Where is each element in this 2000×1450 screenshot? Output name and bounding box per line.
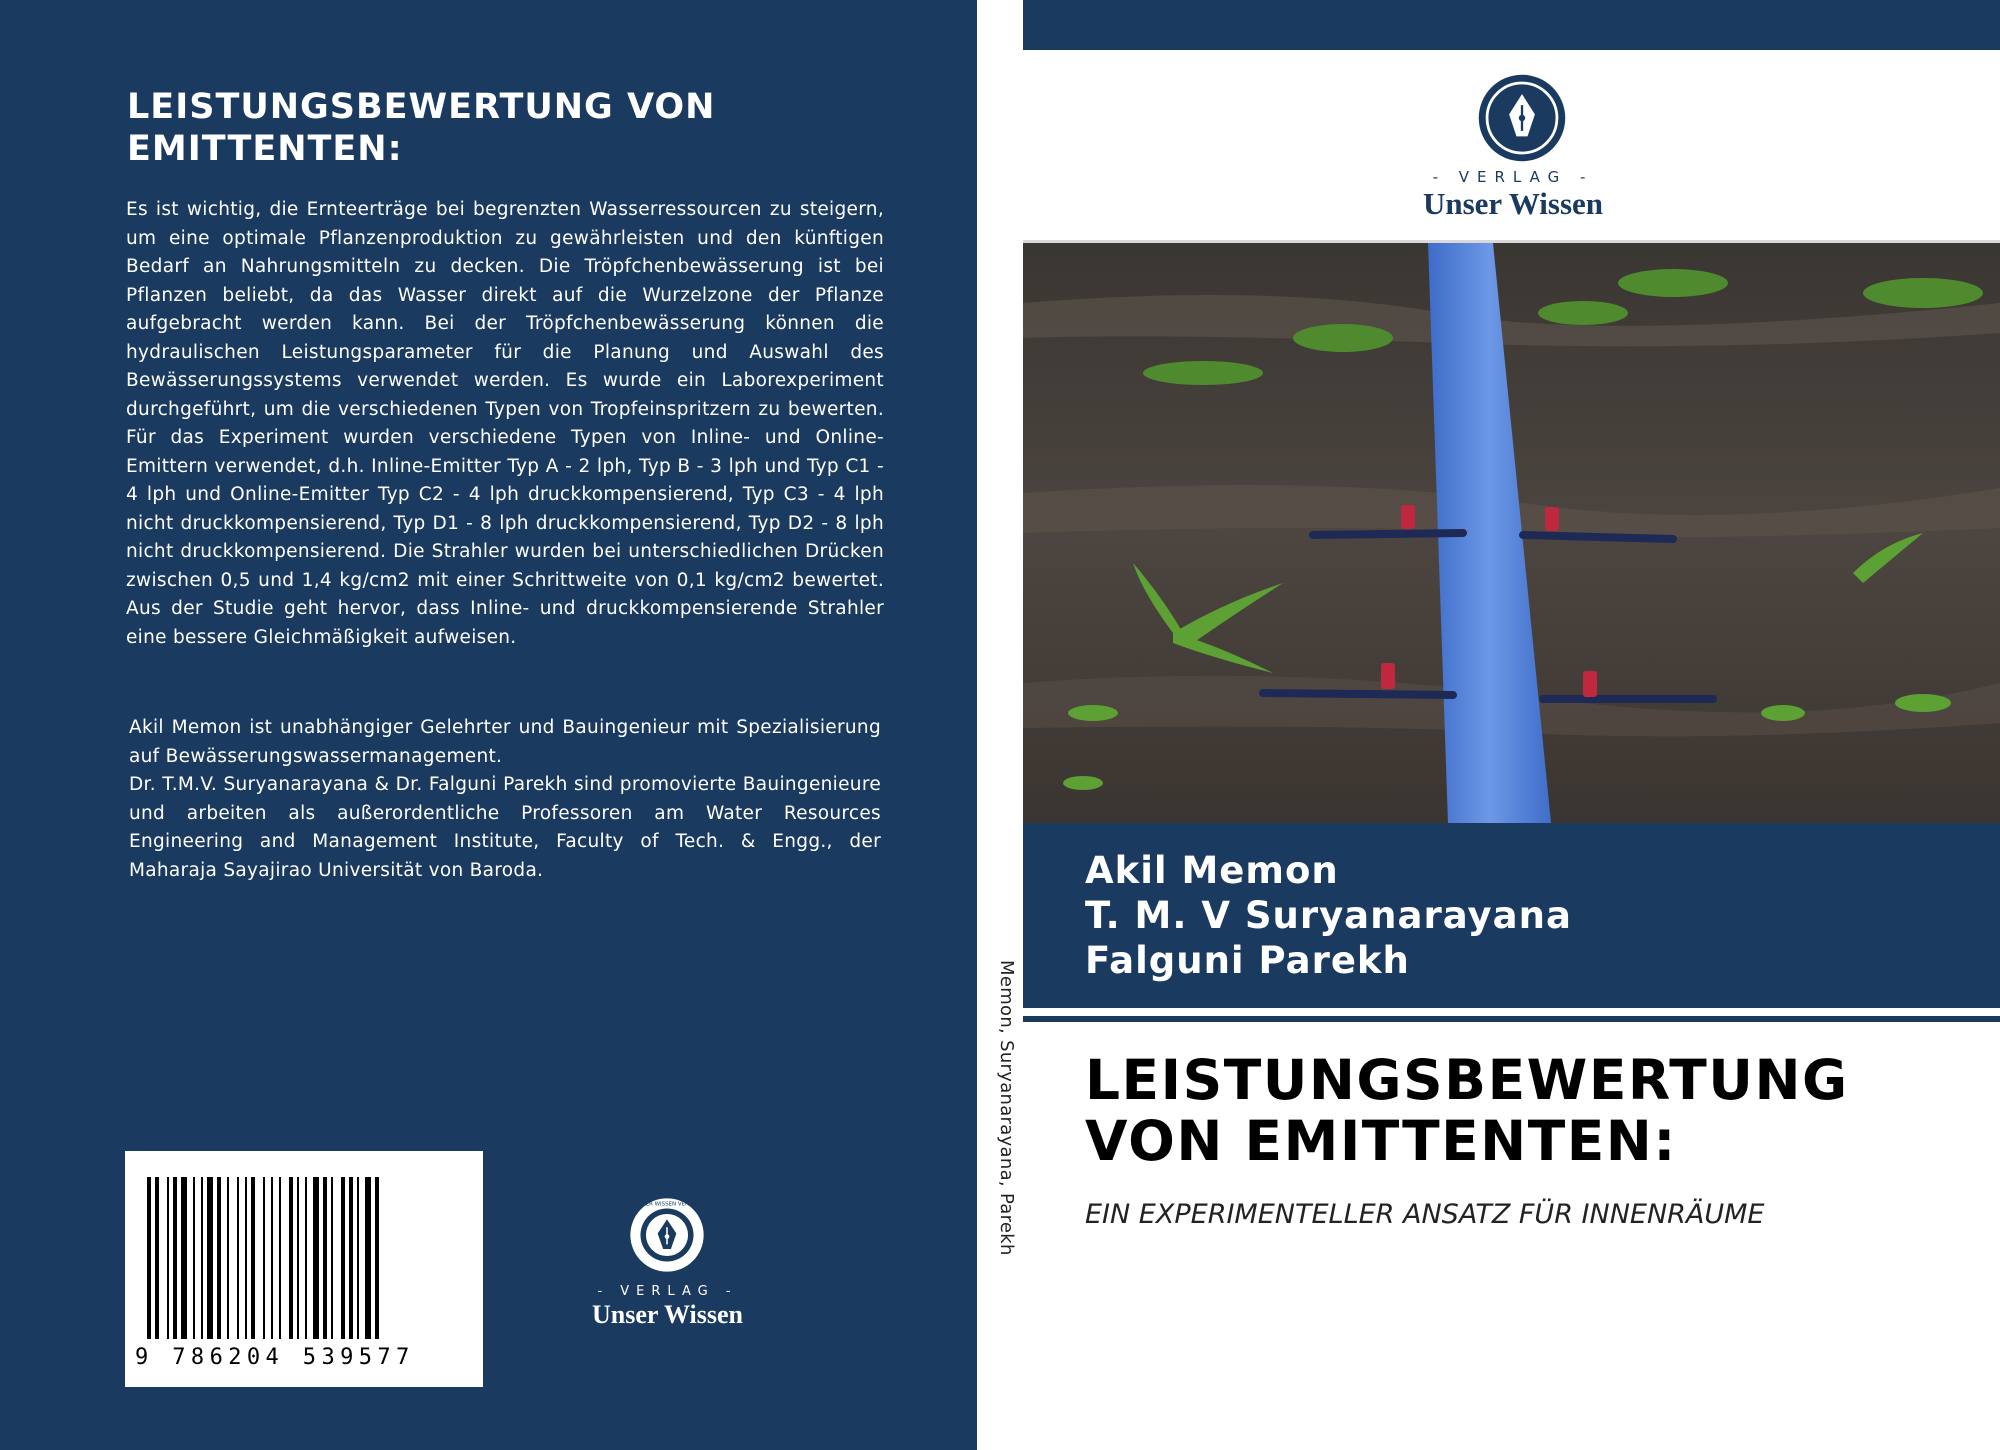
publisher-brand-name: Unser Wissen (592, 1300, 743, 1329)
fountain-pen-emblem-icon (628, 1196, 706, 1274)
author-bio (129, 714, 881, 885)
back-cover-title: LEISTUNGSBEWERTUNG VON EMITTENTEN: (127, 87, 716, 169)
publisher-verlag-label: - VERLAG - (1432, 168, 1594, 186)
title-rule (1023, 1016, 2000, 1022)
author-name: Akil Memon (1085, 849, 1339, 892)
spine-authors: Memon, Suryanarayana, Parekh (996, 960, 1017, 1256)
publisher-verlag-label: - VERLAG - (597, 1284, 738, 1299)
author-name: T. M. V Suryanarayana (1085, 894, 1572, 937)
authors-band (1023, 823, 2000, 1008)
author-bio-memon: Akil Memon ist unabhängiger Gelehrter und Bauingenieur mit Spezialisierung auf Bewässerungswassermanagement. (129, 717, 881, 767)
back-cover (0, 0, 977, 1450)
book-title: LEISTUNGSBEWERTUNG VON EMITTENTEN: (1085, 1048, 1849, 1173)
fountain-pen-emblem-icon (1476, 72, 1568, 164)
book-subtitle: EIN EXPERIMENTELLER ANSATZ FÜR INNENRÄUME (1085, 1199, 1765, 1230)
drip-irrigation-photo (1023, 243, 2000, 823)
top-navy-band (1023, 0, 2000, 50)
isbn-barcode (125, 1151, 483, 1387)
back-cover-blurb: Es ist wichtig, die Ernteerträge bei begrenzten Wasserressourcen zu steigern, um eine optimale Pflanzenproduktion zu gewährleisten und den künftigen Bedarf an Nahrungsmitteln zu decken. Die Tröpfchenbewässerung ist bei Pflanzen beliebt, da das Wasser direkt auf die Wurzelzone der Pflanze aufgebracht werden kann. Bei der Tröpfchenbewässerung können die hydraulischen Leistungsparameter für die Planung und Auswahl des Bewässerungssystems verwendet werden. Es wurde ein Laborexperiment durchgeführt, um die verschiedenen Typen von Tropfeinspritzern zu bewerten. Für das Experiment wurden verschiedene Typen von Inline- und Online-Emittern verwendet, d.h. Inline-Emitter Typ A - 2 lph, Typ B - 3 lph und Typ C1 - 4 lph und Online-Emitter Typ C2 - 4 lph druckkompensierend, Typ C3 - 4 lph nicht druckkompensierend, Typ D1 - 8 lph druckkompensierend, Typ D2 - 8 lph nicht druckkompensierend. Die Strahler wurden bei unterschiedlichen Drücken zwischen 0,5 und 1,4 kg/cm2 mit einer Schrittweite von 0,1 kg/cm2 bewertet. Aus der Studie geht hervor, dass Inline- und druckkompensierende Strahler eine bessere Gleichmäßigkeit aufweisen. (126, 199, 884, 648)
author-name: Falguni Parekh (1085, 939, 1410, 982)
front-cover (1023, 0, 2000, 1450)
publisher-brand-name: Unser Wissen (1422, 186, 1604, 221)
emblem-ring-text: UNSER WISSEN VERLAG (634, 1201, 700, 1208)
publisher-logo-back (580, 1196, 755, 1336)
publisher-logo-front (1388, 72, 1638, 222)
isbn-number: 9 786204 539577 (135, 1345, 415, 1370)
book-spine (977, 0, 1023, 1450)
author-bio-suryanarayana-parekh: Dr. T.M.V. Suryanarayana & Dr. Falguni Parekh sind promovierte Bauingenieure und arbeiten als außerordentliche Professoren am Water Resources Engineering and Management Institute, Faculty of Tech. & Engg., der Maharaja Sayajirao Universität von Baroda. (129, 774, 881, 881)
